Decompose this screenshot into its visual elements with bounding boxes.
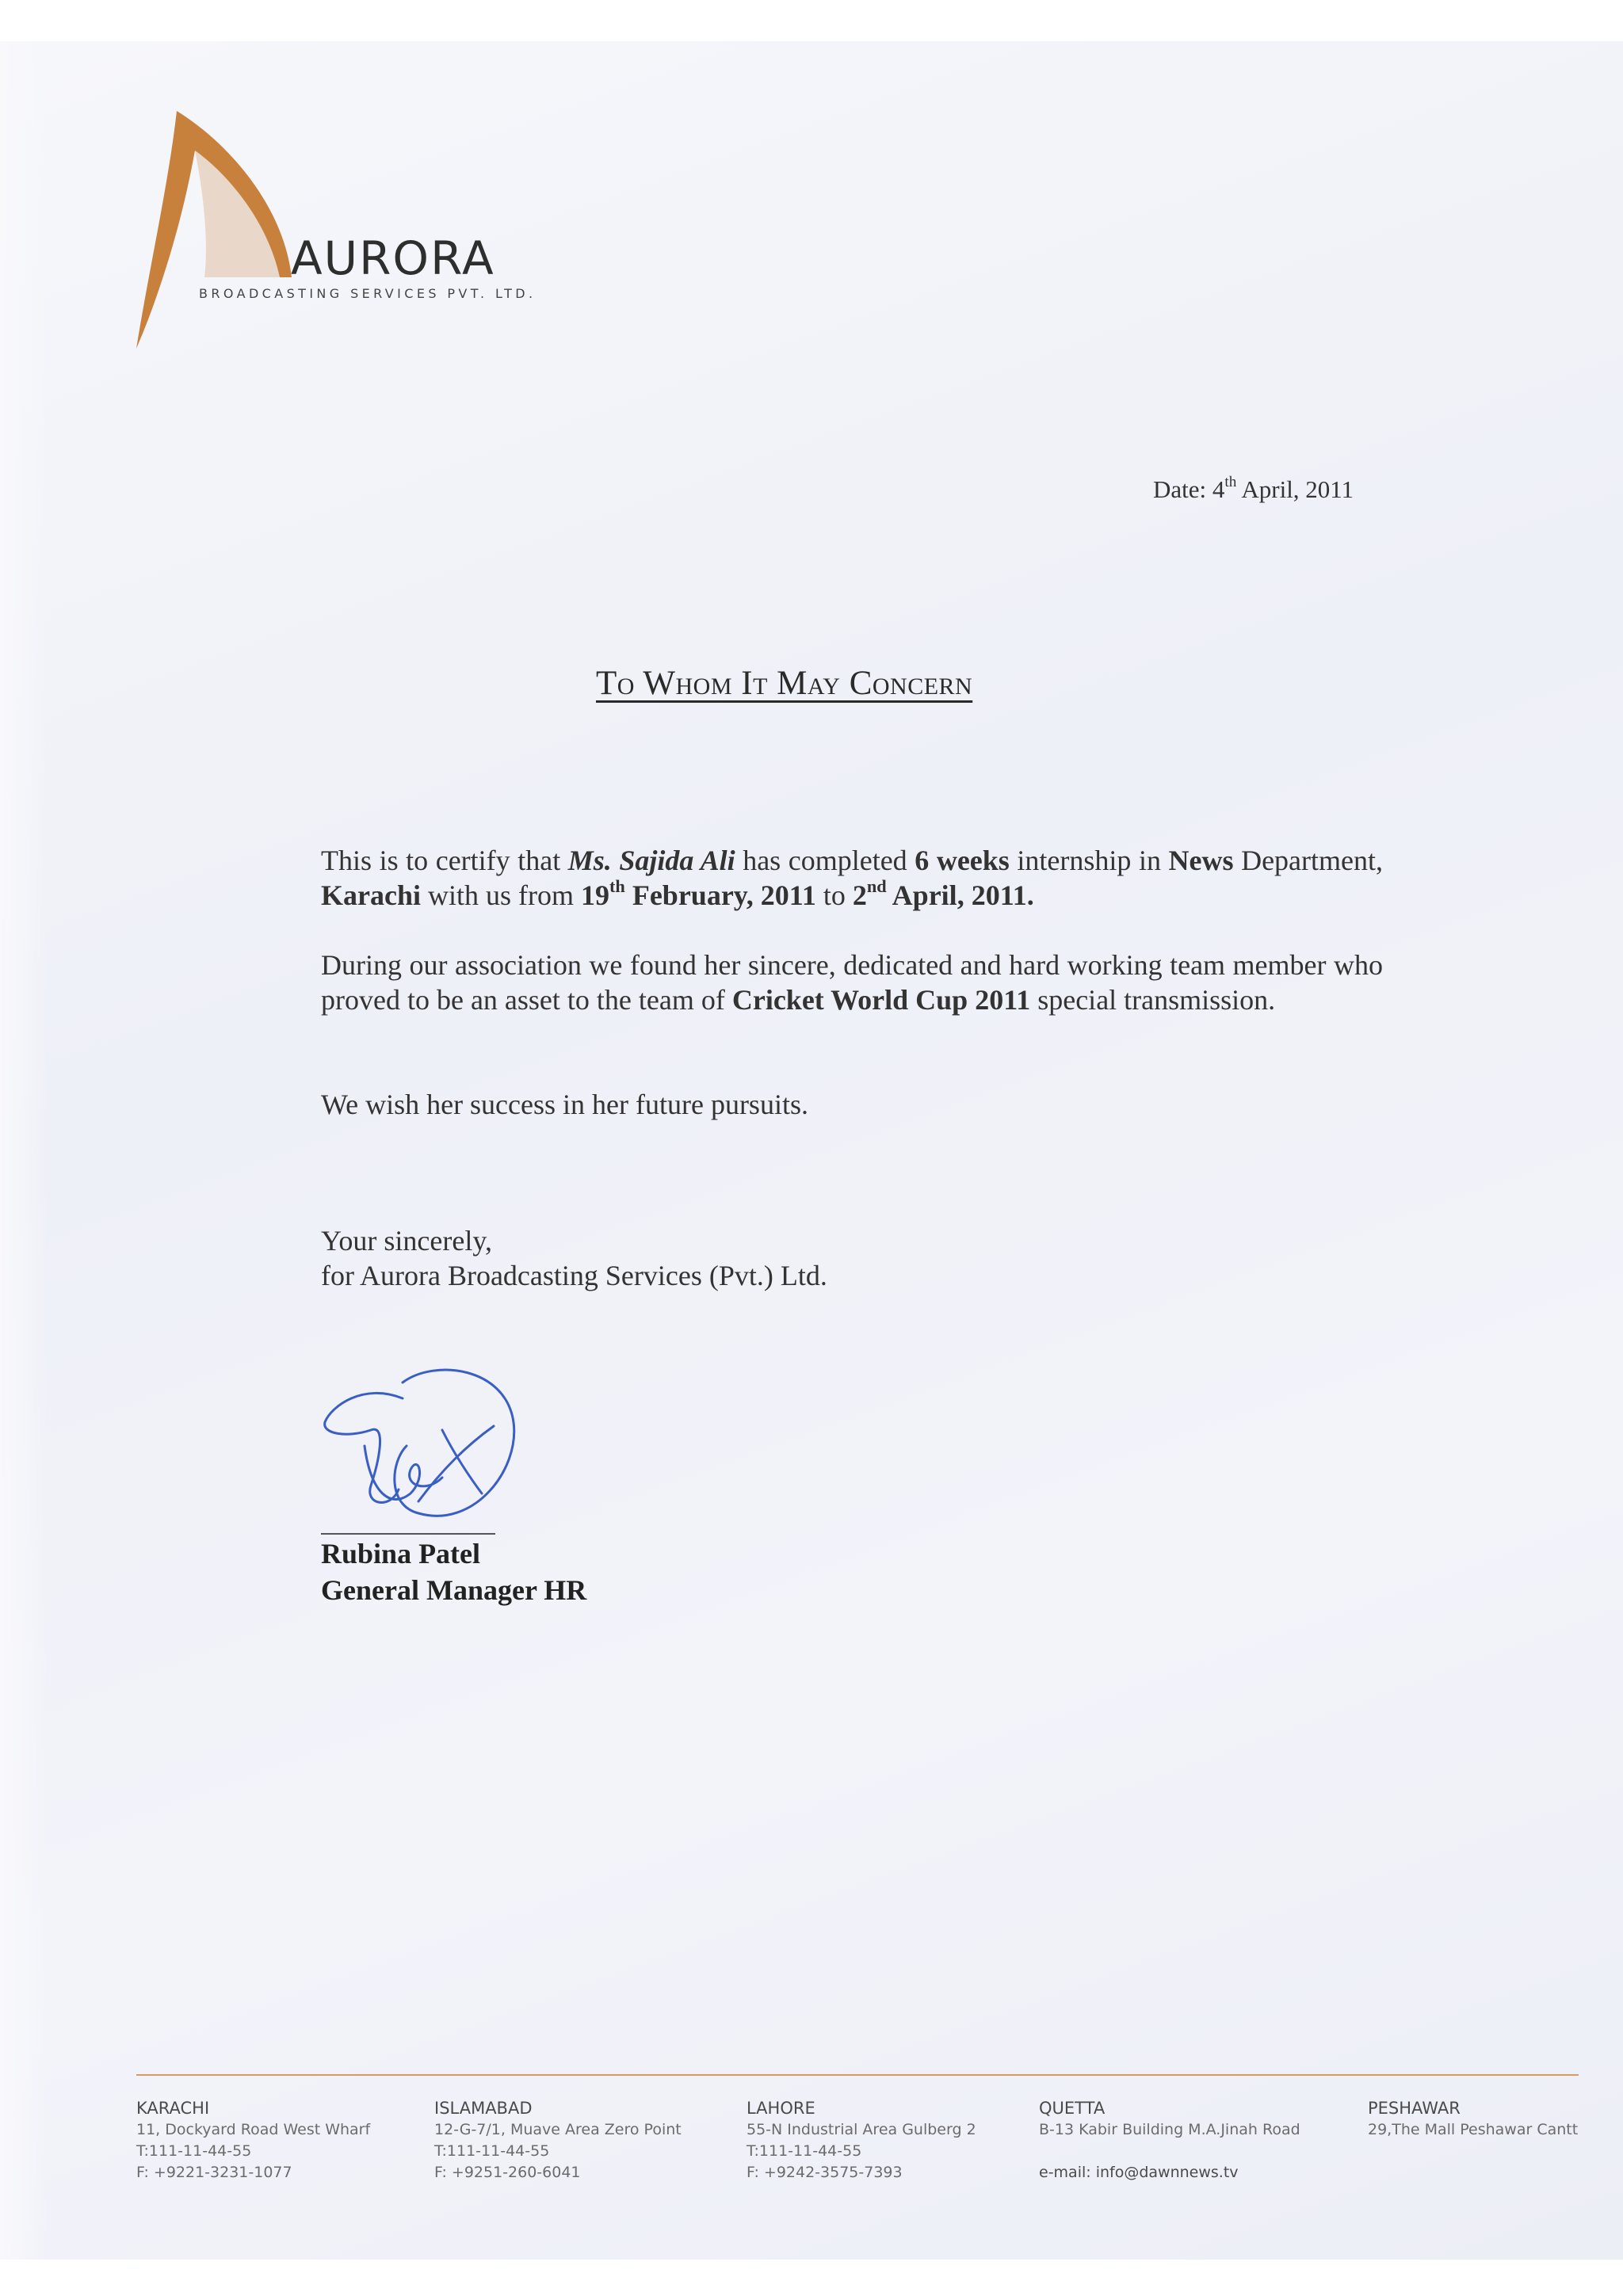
handwritten-signature	[315, 1351, 537, 1557]
closing-salutation: Your sincerely,	[321, 1225, 492, 1257]
office-islamabad: ISLAMABAD 12-G-7/1, Muave Area Zero Point T:111-11-44-55 F: +9251-260-6041	[434, 2099, 682, 2181]
brand-name: AURORA	[291, 231, 495, 285]
assessment-paragraph: During our association we found her sincere, dedicated and hard working team member who proved to be an asset to the team of Cricket World Cup 2011 special transmission.	[321, 949, 1383, 1016]
letter-paper	[0, 41, 1623, 2260]
letter-title: To Whom It May Concern	[596, 665, 973, 702]
paper-edge	[0, 41, 48, 2260]
office-lahore: LAHORE 55-N Industrial Area Gulberg 2 T:111-11-44-55 F: +9242-3575-7393	[747, 2099, 976, 2181]
certification-paragraph: This is to certify that Ms. Sajida Ali has completed 6 weeks internship in News Department, Karachi with us from 19th February, 2011 to 2nd April, 2011.	[321, 845, 1383, 911]
signatory-name: Rubina Patel	[321, 1538, 481, 1569]
contact-email: e-mail: info@dawnnews.tv	[1039, 2164, 1239, 2181]
closing-company: for Aurora Broadcasting Services (Pvt.) Ltd.	[321, 1260, 827, 1291]
office-quetta: QUETTA B-13 Kabir Building M.A.Jinah Road e-mail: info@dawnnews.tv	[1039, 2098, 1300, 2183]
footer-divider	[136, 2074, 1579, 2076]
office-peshawar: PESHAWAR 29,The Mall Peshawar Cantt	[1368, 2099, 1579, 2138]
wishes-paragraph: We wish her success in her future pursuits.	[321, 1089, 808, 1120]
signature-line	[321, 1533, 495, 1535]
office-karachi: KARACHI 11, Dockyard Road West Wharf T:111-11-44-55 F: +9221-3231-1077	[136, 2099, 371, 2181]
signatory-block	[321, 1535, 586, 1608]
aurora-logo-icon	[133, 111, 292, 357]
letter-date: Date: 4th April, 2011	[1153, 473, 1354, 503]
brand-tagline: BROADCASTING SERVICES PVT. LTD.	[199, 286, 537, 301]
signatory-title: General Manager HR	[321, 1574, 587, 1606]
closing-block	[321, 1223, 827, 1293]
